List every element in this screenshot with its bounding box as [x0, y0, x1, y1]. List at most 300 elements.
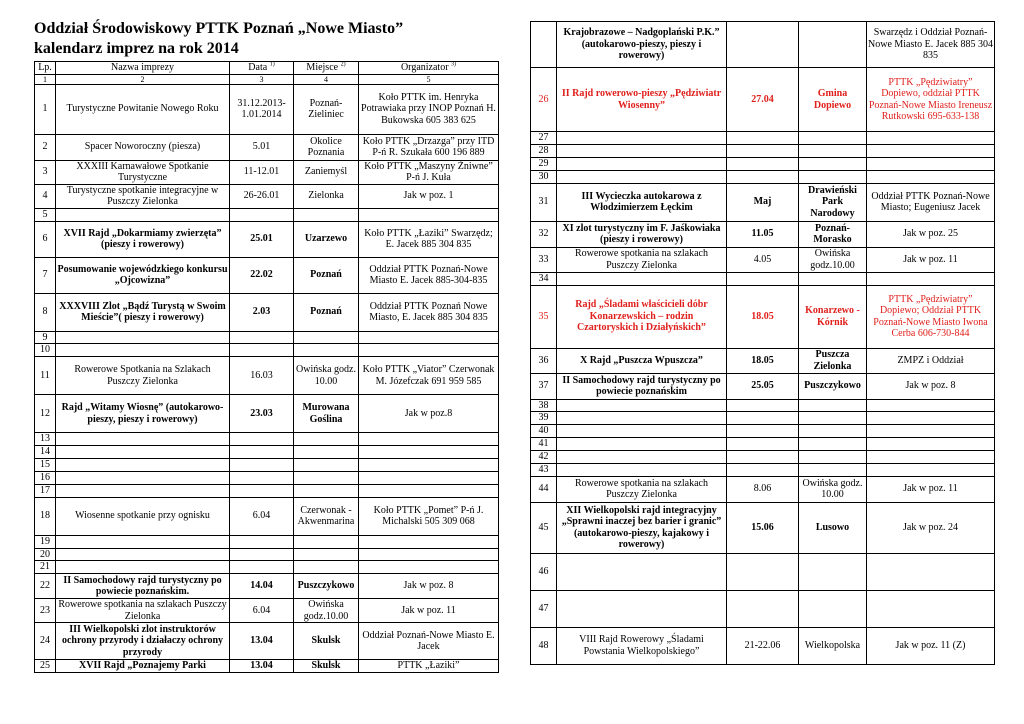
event-place [799, 451, 867, 464]
event-date: 31.12.2013-1.01.2014 [230, 84, 294, 134]
event-name: Rowerowe spotkania na szlakach Puszczy Zielonka [56, 599, 230, 623]
event-name: III Wielkopolski zlot instruktorów ochrony przyrody i działaczy ochrony przyrody [56, 623, 230, 660]
event-date [727, 553, 799, 590]
event-organizer [867, 425, 995, 438]
event-name [56, 208, 230, 221]
row-number: 42 [531, 451, 557, 464]
event-date [230, 561, 294, 574]
table-row [531, 158, 995, 171]
event-name [56, 433, 230, 446]
event-place: Puszczykowo [294, 574, 359, 599]
event-place [799, 132, 867, 145]
event-name [56, 445, 230, 458]
event-name: XVII Rajd „Dokarmiamy zwierzęta” (pieszy i rowerowy) [56, 221, 230, 257]
row-number: 4 [35, 184, 56, 208]
event-place: Owińska godz.10.00 [799, 247, 867, 272]
event-name: XXXIII Karnawałowe Spotkanie Turystyczne [56, 160, 230, 184]
row-number: 1 [35, 84, 56, 134]
event-organizer [867, 590, 995, 627]
row-number: 35 [531, 285, 557, 348]
table-row [35, 574, 499, 599]
header-date-footnote: 1) [269, 61, 275, 68]
event-place [799, 438, 867, 451]
table-row [531, 348, 995, 373]
event-name: XI zlot turystyczny im F. Jaśkowiaka (pieszy i rowerowy) [557, 221, 727, 247]
event-date: 18.05 [727, 348, 799, 373]
table-row [35, 344, 499, 357]
event-date [230, 471, 294, 484]
event-organizer [867, 553, 995, 590]
table-row [35, 357, 499, 395]
table-row [35, 293, 499, 331]
event-organizer: Jak w poz. 24 [867, 502, 995, 553]
event-organizer: Jak w poz. 25 [867, 221, 995, 247]
row-number: 34 [531, 272, 557, 285]
row-number: 29 [531, 158, 557, 171]
table-row [531, 247, 995, 272]
event-place [799, 145, 867, 158]
event-organizer: Oddział Poznań-Nowe Miasto E. Jacek [359, 623, 499, 660]
row-number: 25 [35, 660, 56, 673]
event-organizer [867, 463, 995, 476]
event-date: 21-22.06 [727, 627, 799, 664]
event-date [230, 484, 294, 497]
event-place: Zielonka [294, 184, 359, 208]
event-place: Puszcza Zielonka [799, 348, 867, 373]
event-name [557, 132, 727, 145]
table-row [35, 208, 499, 221]
event-name [557, 463, 727, 476]
table-row [531, 463, 995, 476]
event-place [294, 484, 359, 497]
header-lp: Lp. [35, 62, 56, 75]
table-row [531, 399, 995, 412]
event-name: X Rajd „Puszcza Wpuszcza” [557, 348, 727, 373]
event-organizer [359, 331, 499, 344]
event-name: Rajd „Śladami właścicieli dóbr Konarzewskich – rodzin Czartoryskich i Działyńskich” [557, 285, 727, 348]
table-row [35, 257, 499, 293]
event-name [557, 553, 727, 590]
row-number: 26 [531, 68, 557, 132]
event-name [56, 548, 230, 561]
event-date [727, 425, 799, 438]
event-organizer: Koło PTTK „Pomet” P-ń J. Michalski 505 309 068 [359, 497, 499, 535]
event-organizer: PTTK „Łaziki” [359, 660, 499, 673]
event-place [294, 458, 359, 471]
event-name: XII Wielkopolski rajd integracyjny „Sprawni inaczej bez barier i granic” (autokarowo-pieszy, kajakowy i rowerowy) [557, 502, 727, 553]
table-row [531, 502, 995, 553]
row-number [531, 22, 557, 68]
header-org: Organizator $^{3)}$ [359, 62, 499, 75]
table-row [531, 476, 995, 502]
row-number: 18 [35, 497, 56, 535]
event-date: 2.03 [230, 293, 294, 331]
event-name: Rowerowe Spotkania na Szlakach Puszczy Zielonka [56, 357, 230, 395]
table-row [35, 561, 499, 574]
event-name: Turystyczne Powitanie Nowego Roku [56, 84, 230, 134]
event-organizer [867, 170, 995, 183]
event-name: Turystyczne spotkanie integracyjne w Puszczy Zielonka [56, 184, 230, 208]
row-number: 46 [531, 553, 557, 590]
event-name [56, 344, 230, 357]
table-row [35, 445, 499, 458]
row-number: 32 [531, 221, 557, 247]
table-row [35, 535, 499, 548]
table-row [35, 184, 499, 208]
row-number: 22 [35, 574, 56, 599]
event-place: Owińska godz. 10.00 [799, 476, 867, 502]
event-place: Murowana Goślina [294, 395, 359, 433]
row-number: 19 [35, 535, 56, 548]
event-place [799, 22, 867, 68]
event-place: Wielkopolska [799, 627, 867, 664]
event-name [56, 331, 230, 344]
event-place [294, 471, 359, 484]
table-row [35, 548, 499, 561]
event-place: Uzarzewo [294, 221, 359, 257]
event-place: Zaniemyśl [294, 160, 359, 184]
page-title: Oddział Środowiskowy PTTK Poznań „Nowe Miasto” [34, 20, 404, 37]
event-name: Posumowanie wojewódzkiego konkursu „Ojcowizna” [56, 257, 230, 293]
event-date: 26-26.01 [230, 184, 294, 208]
row-number: 48 [531, 627, 557, 664]
event-name [56, 458, 230, 471]
row-number: 23 [35, 599, 56, 623]
event-organizer [867, 438, 995, 451]
event-date [230, 433, 294, 446]
event-name: III Wycieczka autokarowa z Włodzimierzem Łęckim [557, 183, 727, 221]
event-place [294, 433, 359, 446]
event-date: 5.01 [230, 134, 294, 160]
table-row [531, 272, 995, 285]
page-subtitle: kalendarz imprez na rok 2014 [34, 40, 239, 57]
event-organizer: Jak w poz. 8 [359, 574, 499, 599]
table-row [35, 458, 499, 471]
event-organizer: Koło PTTK „Viator” Czerwonak M. Józefczak 691 959 585 [359, 357, 499, 395]
event-organizer: Koło PTTK „Łaziki” Swarzędz; E. Jacek 885 304 835 [359, 221, 499, 257]
event-date: 16.03 [230, 357, 294, 395]
event-place: Drawieński Park Narodowy [799, 183, 867, 221]
event-place: Poznań [294, 293, 359, 331]
table-row [35, 331, 499, 344]
event-place [799, 158, 867, 171]
event-name [557, 425, 727, 438]
column-number: 1 [35, 74, 56, 84]
event-place [294, 344, 359, 357]
event-organizer [867, 272, 995, 285]
event-date [230, 535, 294, 548]
event-organizer [359, 548, 499, 561]
event-place [294, 445, 359, 458]
table-row [35, 134, 499, 160]
event-date [230, 445, 294, 458]
row-number: 14 [35, 445, 56, 458]
event-organizer: PTTK „Pędziwiatry” Dopiewo; Oddział PTTK Poznań-Nowe Miasto Iwona Cerba 606-730-844 [867, 285, 995, 348]
event-name: Wiosenne spotkanie przy ognisku [56, 497, 230, 535]
event-organizer: Jak w poz. 11 [867, 247, 995, 272]
row-number: 5 [35, 208, 56, 221]
row-number: 15 [35, 458, 56, 471]
table-row [531, 145, 995, 158]
event-place [294, 331, 359, 344]
event-organizer: Koło PTTK „Maszyny Żniwne” P-ń J. Kuła [359, 160, 499, 184]
row-number: 20 [35, 548, 56, 561]
event-date [230, 548, 294, 561]
table-row [35, 497, 499, 535]
event-name [56, 561, 230, 574]
row-number: 9 [35, 331, 56, 344]
table-row [531, 438, 995, 451]
event-name [557, 590, 727, 627]
event-date [230, 331, 294, 344]
event-place [294, 548, 359, 561]
table-row [531, 221, 995, 247]
event-date: 15.06 [727, 502, 799, 553]
event-place: Skulsk [294, 660, 359, 673]
event-organizer [867, 145, 995, 158]
event-name [557, 158, 727, 171]
event-organizer [359, 208, 499, 221]
event-organizer [359, 535, 499, 548]
event-organizer: ZMPZ i Oddział [867, 348, 995, 373]
event-date: 25.01 [230, 221, 294, 257]
event-organizer [867, 399, 995, 412]
event-name: Rowerowe spotkania na szlakach Puszczy Zielonka [557, 476, 727, 502]
event-name [557, 145, 727, 158]
row-number: 21 [35, 561, 56, 574]
table-row [531, 183, 995, 221]
event-place [799, 170, 867, 183]
table-row [531, 373, 995, 399]
event-organizer: Jak w poz. 11 [359, 599, 499, 623]
event-date: 6.04 [230, 497, 294, 535]
event-date: 27.04 [727, 68, 799, 132]
event-date [727, 399, 799, 412]
event-place: Owińska godz. 10.00 [294, 357, 359, 395]
event-place [294, 535, 359, 548]
event-date: 18.05 [727, 285, 799, 348]
table-row [531, 132, 995, 145]
row-number: 12 [35, 395, 56, 433]
table-row [531, 285, 995, 348]
event-date: 11-12.01 [230, 160, 294, 184]
event-place: Czerwonak -Akwenmarina [294, 497, 359, 535]
event-organizer: Oddział PTTK Poznań Nowe Miasto, E. Jacek 885 304 835 [359, 293, 499, 331]
event-organizer [359, 344, 499, 357]
event-organizer [867, 158, 995, 171]
event-date [230, 208, 294, 221]
column-number-row [35, 74, 499, 84]
row-number: 28 [531, 145, 557, 158]
event-name: Rajd „Witamy Wiosnę” (autokarowo-pieszy, pieszy i rowerowy) [56, 395, 230, 433]
header-org-footnote: 3) [451, 61, 457, 68]
table-row [35, 433, 499, 446]
left-events-table [34, 61, 499, 673]
event-date [727, 158, 799, 171]
event-place [799, 399, 867, 412]
column-number: 2 [56, 74, 230, 84]
event-date: 8.06 [727, 476, 799, 502]
event-organizer: Jak w poz. 8 [867, 373, 995, 399]
table-row [35, 623, 499, 660]
event-date [727, 451, 799, 464]
row-number: 45 [531, 502, 557, 553]
event-place: Lusowo [799, 502, 867, 553]
event-place: Gmina Dopiewo [799, 68, 867, 132]
event-place [799, 272, 867, 285]
event-organizer: Oddział PTTK Poznań-Nowe Miasto E. Jacek 885-304-835 [359, 257, 499, 293]
event-organizer [359, 484, 499, 497]
event-place [799, 425, 867, 438]
event-name [557, 272, 727, 285]
event-organizer: Koło PTTK „Drzazga” przy ITD P-ń R. Szukała 600 196 889 [359, 134, 499, 160]
row-number: 13 [35, 433, 56, 446]
event-date: 11.05 [727, 221, 799, 247]
table-row [35, 395, 499, 433]
event-date: 13.04 [230, 660, 294, 673]
event-name [557, 451, 727, 464]
event-place [294, 208, 359, 221]
event-date [727, 22, 799, 68]
row-number: 27 [531, 132, 557, 145]
event-place [799, 412, 867, 425]
row-number: 36 [531, 348, 557, 373]
event-organizer [867, 451, 995, 464]
event-place: Poznań [294, 257, 359, 293]
event-organizer [359, 561, 499, 574]
event-date [727, 590, 799, 627]
table-row [531, 553, 995, 590]
event-date: 13.04 [230, 623, 294, 660]
column-number: 5 [359, 74, 499, 84]
event-name: Rowerowe spotkania na szlakach Puszczy Zielonka [557, 247, 727, 272]
table-row [35, 221, 499, 257]
table-row [35, 660, 499, 673]
table-row [35, 484, 499, 497]
event-place: Skulsk [294, 623, 359, 660]
event-place: Owińska godz.10.00 [294, 599, 359, 623]
row-number: 31 [531, 183, 557, 221]
event-name [557, 399, 727, 412]
event-date: Maj [727, 183, 799, 221]
right-events-table [530, 21, 995, 665]
event-organizer [867, 132, 995, 145]
row-number: 3 [35, 160, 56, 184]
row-number: 40 [531, 425, 557, 438]
event-place [799, 463, 867, 476]
column-number: 4 [294, 74, 359, 84]
event-name: VIII Rajd Rowerowy „Śladami Powstania Wielkopolskiego” [557, 627, 727, 664]
event-name [557, 412, 727, 425]
header-place: Miejsce $^{2)}$ [294, 62, 359, 75]
event-date [727, 438, 799, 451]
event-organizer: Oddział PTTK Poznań-Nowe Miasto; Eugeniusz Jacek [867, 183, 995, 221]
row-number: 30 [531, 170, 557, 183]
event-organizer: Jak w poz. 11 [867, 476, 995, 502]
event-name: II Samochodowy rajd turystyczny po powiecie poznańskim. [56, 574, 230, 599]
row-number: 17 [35, 484, 56, 497]
row-number: 47 [531, 590, 557, 627]
event-name [56, 484, 230, 497]
row-number: 2 [35, 134, 56, 160]
event-name [557, 438, 727, 451]
table-row [531, 425, 995, 438]
event-date: 25.05 [727, 373, 799, 399]
row-number: 6 [35, 221, 56, 257]
event-date: 22.02 [230, 257, 294, 293]
row-number: 24 [35, 623, 56, 660]
header-date: Data $^{1)}$ [230, 62, 294, 75]
row-number: 37 [531, 373, 557, 399]
row-number: 11 [35, 357, 56, 395]
event-name [56, 535, 230, 548]
event-organizer: Koło PTTK im. Henryka Potrawiaka przy INOP Poznań H. Bukowska 605 383 625 [359, 84, 499, 134]
row-number: 38 [531, 399, 557, 412]
event-organizer [359, 471, 499, 484]
event-place: Poznań-Zieliniec [294, 84, 359, 134]
table-row [531, 627, 995, 664]
row-number: 33 [531, 247, 557, 272]
event-place [799, 553, 867, 590]
event-date [727, 412, 799, 425]
row-number: 8 [35, 293, 56, 331]
table-row [531, 68, 995, 132]
event-date [230, 458, 294, 471]
event-place: Okolice Poznania [294, 134, 359, 160]
table-row [35, 599, 499, 623]
event-name: XXXVIII Zlot „Bądź Turystą w Swoim Mieście”( pieszy i rowerowy) [56, 293, 230, 331]
column-number: 3 [230, 74, 294, 84]
table-row [531, 22, 995, 68]
row-number: 16 [35, 471, 56, 484]
event-organizer: PTTK „Pędziwiatry” Dopiewo, oddział PTTK Poznań-Nowe Miasto Ireneusz Rutkowski 695-633-138 [867, 68, 995, 132]
event-place: Konarzewo - Kórnik [799, 285, 867, 348]
event-name [557, 170, 727, 183]
table-row [35, 84, 499, 134]
table-row [531, 170, 995, 183]
event-date: 6.04 [230, 599, 294, 623]
event-date [727, 463, 799, 476]
event-date [727, 170, 799, 183]
event-organizer: Jak w poz. 1 [359, 184, 499, 208]
event-place: Puszczykowo [799, 373, 867, 399]
row-number: 7 [35, 257, 56, 293]
event-name: Spacer Noworoczny (piesza) [56, 134, 230, 160]
table-row [35, 160, 499, 184]
event-organizer: Jak w poz. 11 (Z) [867, 627, 995, 664]
event-place [799, 590, 867, 627]
event-place: Poznań-Morasko [799, 221, 867, 247]
event-organizer: Jak w poz.8 [359, 395, 499, 433]
row-number: 41 [531, 438, 557, 451]
event-name: II Samochodowy rajd turystyczny po powiecie poznańskim [557, 373, 727, 399]
header-place-footnote: 2) [340, 61, 346, 68]
row-number: 10 [35, 344, 56, 357]
event-date [727, 132, 799, 145]
event-name: Krajobrazowe – Nadgoplański P.K.” (autokarowo-pieszy, pieszy i rowerowy) [557, 22, 727, 68]
table-row [531, 412, 995, 425]
table-row [531, 590, 995, 627]
event-name: II Rajd rowerowo-pieszy „Pędziwiatr Wiosenny” [557, 68, 727, 132]
row-number: 44 [531, 476, 557, 502]
event-name [56, 471, 230, 484]
event-organizer: Swarzędz i Oddział Poznań-Nowe Miasto E. Jacek 885 304 835 [867, 22, 995, 68]
header-name: Nazwa imprezy [56, 62, 230, 75]
event-date [230, 344, 294, 357]
table-header-row [35, 62, 499, 75]
table-row [531, 451, 995, 464]
row-number: 39 [531, 412, 557, 425]
